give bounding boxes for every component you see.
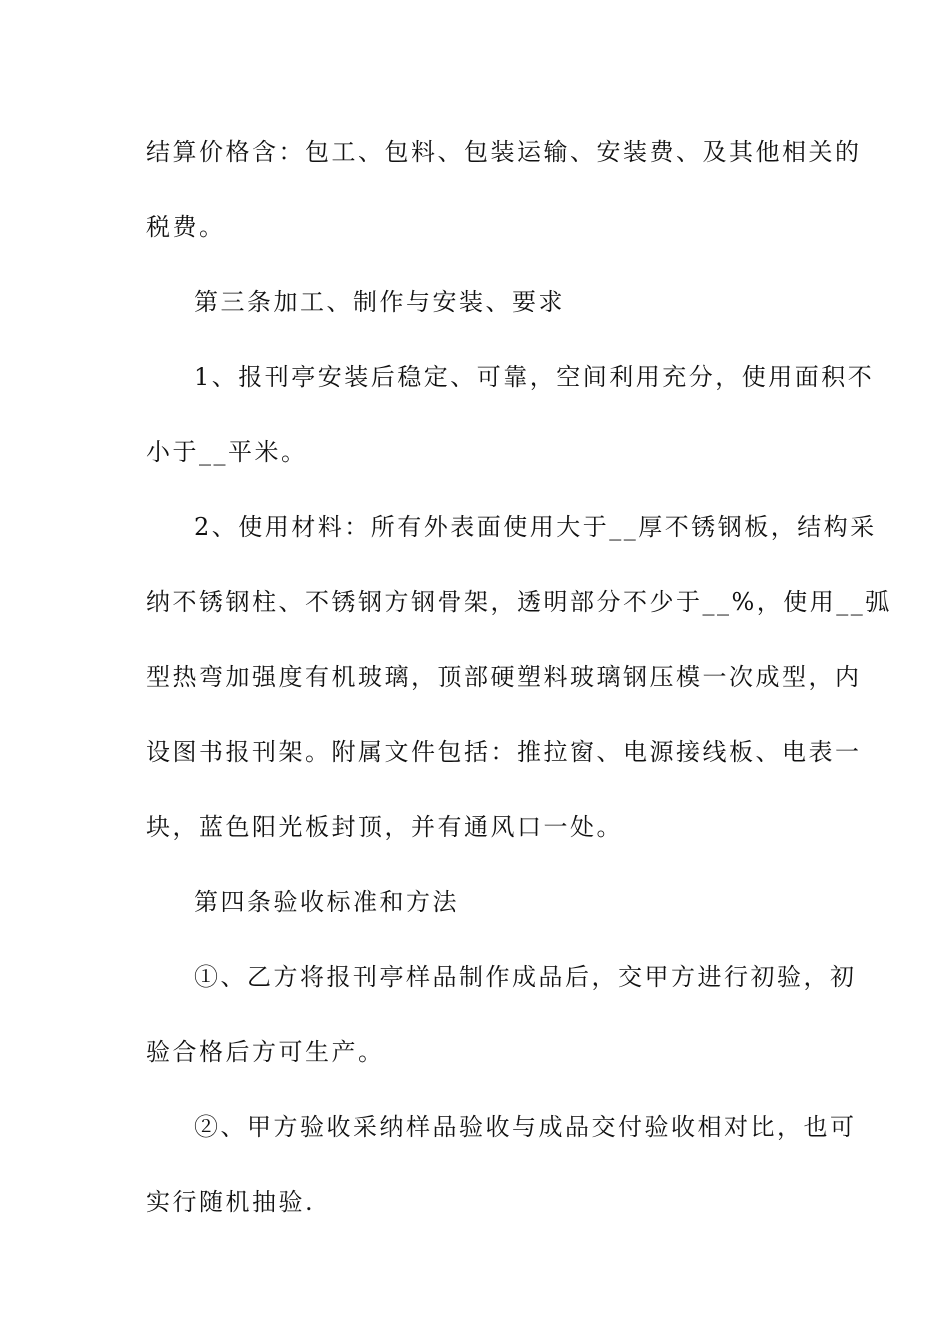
paragraph-line: 结算价格含：包工、包料、包装运输、安装费、及其他相关的 [146, 138, 862, 166]
paragraph-line: 小于__平米。 [146, 438, 308, 466]
paragraph-line: 块，蓝色阳光板封顶，并有通风口一处。 [146, 813, 623, 841]
paragraph-line: 2、使用材料：所有外表面使用大于__厚不锈钢板，结构采 [194, 513, 877, 541]
paragraph-line: 税费。 [146, 213, 226, 241]
paragraph-line: 型热弯加强度有机玻璃，顶部硬塑料玻璃钢压模一次成型，内 [146, 663, 862, 691]
paragraph-line: ①、乙方将报刊亭样品制作成品后，交甲方进行初验，初 [194, 963, 857, 991]
paragraph-line: 实行随机抽验. [146, 1188, 316, 1216]
paragraph-line: 设图书报刊架。附属文件包括：推拉窗、电源接线板、电表一 [146, 738, 862, 766]
paragraph-line: 纳不锈钢柱、不锈钢方钢骨架，透明部分不少于__%，使用__弧 [146, 588, 892, 616]
section-heading-article-3: 第三条加工、制作与安装、要求 [194, 288, 565, 316]
paragraph-line: 验合格后方可生产。 [146, 1038, 385, 1066]
paragraph-line: ②、甲方验收采纳样品验收与成品交付验收相对比，也可 [194, 1113, 857, 1141]
section-heading-article-4: 第四条验收标准和方法 [194, 888, 459, 916]
paragraph-line: 1、报刊亭安装后稳定、可靠，空间利用充分，使用面积不 [194, 363, 875, 391]
